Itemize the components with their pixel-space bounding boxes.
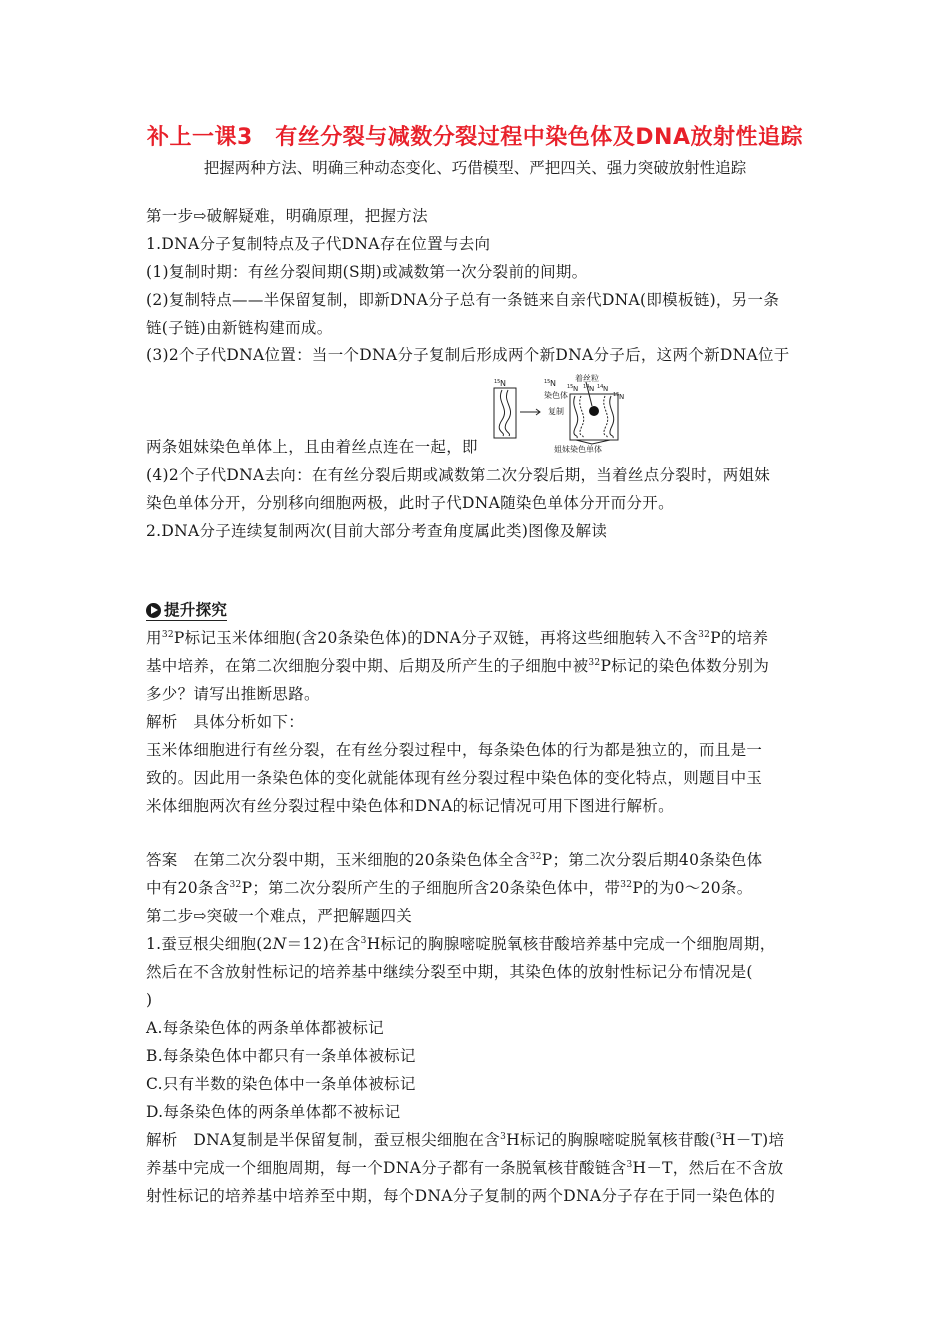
chromatid-strand-new-right <box>604 396 608 438</box>
isotope-superscript: 32 <box>529 852 542 862</box>
parent-strand-2 <box>505 390 510 436</box>
item2-title: 2.DNA分子连续复制两次(目前大部分考查角度属此类)图像及解读 <box>146 522 608 540</box>
paragraph-replication-time: (1)复制时期：有丝分裂间期(S期)或减数第一次分裂前的间期。 <box>146 263 588 281</box>
question-line-3: 多少？请写出推断思路。 <box>146 685 320 703</box>
option-c: C.只有半数的染色体中一条单体被标记 <box>146 1075 416 1093</box>
explore-header <box>146 600 227 623</box>
nitrogen-label: N <box>589 385 595 393</box>
page-subtitle: 把握两种方法、明确三种动态变化、巧借模型、严把四关、强力突破放射性追踪 <box>203 159 747 177</box>
iso-label: 14 <box>597 384 604 390</box>
chromatid-strand-old-right <box>610 396 614 438</box>
answer-line-1 <box>146 850 762 870</box>
paragraph-dna-fate: (4)2个子代DNA去向：在有丝分裂后期或减数第二次分裂后期，当着丝点分裂时，两姐妹 <box>146 466 771 484</box>
iso-label: 14 <box>583 384 590 390</box>
item1-title: 1.DNA分子复制特点及子代DNA存在位置与去向 <box>146 235 491 253</box>
centromere-dot <box>589 406 599 416</box>
isotope-superscript: 32 <box>161 630 174 640</box>
explore-heading <box>146 600 227 621</box>
nitrogen-label: N <box>500 379 506 388</box>
isotope-superscript: 3 <box>360 936 367 946</box>
isotope-superscript: 32 <box>229 880 242 890</box>
paragraph-dna-position: (3)2个子代DNA位置：当一个DNA分子复制后形成两个新DNA分子后，这两个新DNA位于 <box>146 346 790 364</box>
option-a: A.每条染色体的两条单体都被标记 <box>146 1019 384 1037</box>
question2-line-1 <box>146 934 776 954</box>
question2-line-2: 然后在不含放射性标记的培养基中继续分裂至中期，其染色体的放射性标记分布情况是( <box>146 963 753 981</box>
question-line-1 <box>146 628 768 648</box>
replicate-label: 复制 <box>548 407 564 416</box>
isotope-superscript: 32 <box>620 880 633 890</box>
isotope-superscript: 3 <box>626 1160 633 1170</box>
answer-line-2 <box>146 878 753 898</box>
analysis-line-1: 玉米体细胞进行有丝分裂，在有丝分裂过程中，每条染色体的行为都是独立的，而且是一 <box>146 741 763 759</box>
chromosome-label: 染色体 <box>544 391 568 400</box>
text-run: 中有20条含 <box>146 879 230 897</box>
iso-label: 15 <box>544 379 551 385</box>
iso-label: 15 <box>494 379 501 385</box>
text-run: P标记玉米体细胞(含20条染色体)的DNA分子双链，再将这些细胞转入不含 <box>173 629 699 647</box>
text-run: P的培养 <box>710 629 769 647</box>
text-run: P标记的染色体数分别为 <box>600 657 770 675</box>
isotope-superscript: 3 <box>715 1132 722 1142</box>
nitrogen-label: N <box>573 385 579 393</box>
text-run: H标记的胸腺嘧啶脱氧核苷酸( <box>506 1131 716 1149</box>
paragraph-replication-feature-cont: 链(子链)由新链构建而成。 <box>146 319 333 337</box>
option-d: D.每条染色体的两条单体都不被标记 <box>146 1103 401 1121</box>
nitrogen-label: N <box>550 379 556 388</box>
page-title: 补上一课3 有丝分裂与减数分裂过程中染色体及DNA放射性追踪 <box>146 125 803 150</box>
text-run: 答案 在第二次分裂中期，玉米细胞的20条染色体全含 <box>146 851 530 869</box>
paragraph-dna-fate-cont: 染色单体分开，分别移向细胞两极，此时子代DNA随染色单体分开而分开。 <box>146 494 674 512</box>
text-run: P的为0～20条。 <box>632 879 753 897</box>
text-run: ＝12)在含 <box>286 935 361 953</box>
question-line-2 <box>146 656 769 676</box>
nitrogen-label: N <box>603 385 609 393</box>
text-run: 1.蚕豆根尖细胞(2 <box>146 935 273 953</box>
explanation-line-1 <box>146 1130 784 1150</box>
text-run: 解析 DNA复制是半保留复制，蚕豆根尖细胞在含 <box>146 1131 501 1149</box>
play-circle-icon <box>146 603 161 618</box>
step1-heading: 第一步⇨破解疑难，明确原理，把握方法 <box>146 207 428 225</box>
nitrogen-label: N <box>619 393 625 401</box>
parent-strand-1 <box>499 390 504 436</box>
italic-n: N <box>272 935 287 953</box>
analysis-line-3: 米体细胞两次有丝分裂过程中染色体和DNA的标记情况可用下图进行解析。 <box>146 797 674 815</box>
text-run: H－T)培 <box>721 1131 785 1149</box>
explanation-line-3: 射性标记的培养基中培养至中期，每个DNA分子复制的两个DNA分子存在于同一染色体的 <box>146 1187 776 1205</box>
option-b: B.每条染色体中都只有一条单体被标记 <box>146 1047 416 1065</box>
analysis-line-2: 致的。因此用一条染色体的变化就能体现有丝分裂过程中染色体的变化特点，则题目中玉 <box>146 769 763 787</box>
paragraph-dna-position-cont: 两条姐妹染色单体上，且由着丝点连在一起，即 <box>146 438 478 456</box>
question2-line-3: ) <box>146 991 153 1009</box>
text-run: 养基中完成一个细胞周期，每一个DNA分子都有一条脱氧核苷酸链含 <box>146 1159 627 1177</box>
chromatid-replication-diagram <box>484 374 629 456</box>
step2-heading: 第二步⇨突破一个难点，严把解题四关 <box>146 907 413 925</box>
text-run: P；第二次分裂后期40条染色体 <box>541 851 763 869</box>
text-run: P；第二次分裂所产生的子细胞所含20条染色体中，带 <box>241 879 621 897</box>
sisters-bracket <box>576 440 610 444</box>
centromere-label: 着丝粒 <box>575 374 599 383</box>
explanation-line-2 <box>146 1158 783 1178</box>
isotope-superscript: 32 <box>588 658 601 668</box>
text-run: 基中培养，在第二次细胞分裂中期、后期及所产生的子细胞中被 <box>146 657 589 675</box>
paragraph-replication-feature: (2)复制特点——半保留复制，即新DNA分子总有一条链来自亲代DNA(即模板链)，另一条 <box>146 291 780 309</box>
isotope-superscript: 32 <box>698 630 711 640</box>
explore-heading-text: 提升探究 <box>164 601 228 619</box>
text-run: 用 <box>146 629 162 647</box>
text-run: H－T，然后在不含放 <box>632 1159 784 1177</box>
iso-label: 15 <box>613 392 620 398</box>
sister-chromatids-label: 姐妹染色单体 <box>554 445 602 454</box>
isotope-superscript: 3 <box>500 1132 507 1142</box>
chromatid-strand-old-left <box>574 396 578 438</box>
iso-label: 15 <box>567 384 574 390</box>
analysis-heading: 解析 具体分析如下： <box>146 713 305 731</box>
chromatid-strand-new-left <box>580 396 584 438</box>
text-run: H标记的胸腺嘧啶脱氧核苷酸培养基中完成一个细胞周期， <box>366 935 776 953</box>
